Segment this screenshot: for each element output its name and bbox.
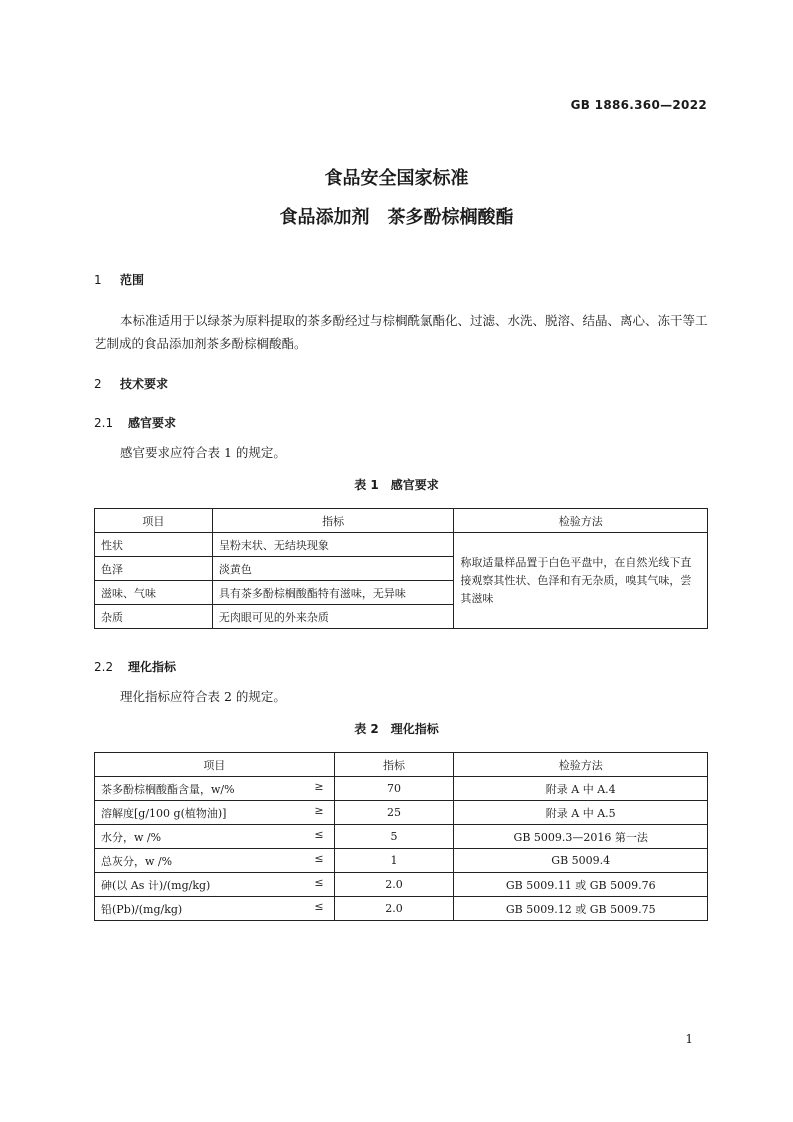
value-cell: 2.0	[334, 897, 454, 921]
sensory-paragraph: 感官要求应符合表 1 的规定。	[120, 445, 286, 460]
column-header: 项目	[95, 753, 335, 777]
table-row	[95, 533, 708, 557]
standard-number: GB 1886.360—2022	[570, 98, 707, 112]
item-label: 铅(Pb)/(mg/kg)	[101, 902, 183, 916]
table-row	[95, 825, 708, 849]
table-row	[95, 777, 708, 801]
table-2-caption: 表 2 理化指标	[354, 722, 439, 736]
method-cell: 附录 A 中 A.5	[454, 801, 708, 825]
table-row	[95, 849, 708, 873]
item-cell: 滋味、气味	[95, 581, 213, 605]
table-header-row	[95, 753, 708, 777]
item-cell	[95, 873, 335, 897]
spec-cell: 呈粉末状、无结块现象	[212, 533, 454, 557]
section-title: 理化指标	[128, 660, 177, 674]
table-row	[95, 801, 708, 825]
section-number: 2	[94, 377, 102, 391]
column-header: 检验方法	[454, 753, 708, 777]
item-cell: 杂质	[95, 605, 213, 629]
item-cell: 性状	[95, 533, 213, 557]
item-cell: 色泽	[95, 557, 213, 581]
item-label: 水分，w /%	[101, 830, 162, 844]
section-title: 感官要求	[128, 416, 177, 430]
item-cell	[95, 777, 335, 801]
column-header: 指标	[212, 509, 454, 533]
section-number: 2.1	[94, 416, 114, 430]
page-number: 1	[685, 1032, 693, 1046]
section-2-heading	[94, 375, 168, 392]
section-2-1-heading	[94, 414, 176, 431]
method-cell: GB 5009.4	[454, 849, 708, 873]
comparison-symbol: ≤	[314, 900, 324, 913]
section-2-2-heading	[94, 658, 176, 675]
document-subtitle: 食品添加剂 茶多酚棕榈酸酯	[279, 207, 514, 228]
item-label: 总灰分，w /%	[101, 854, 173, 868]
table-row	[95, 897, 708, 921]
section-number: 1	[94, 273, 102, 287]
item-cell	[95, 849, 335, 873]
method-cell: GB 5009.3—2016 第一法	[454, 825, 708, 849]
method-cell: GB 5009.11 或 GB 5009.76	[454, 873, 708, 897]
comparison-symbol: ≤	[314, 828, 324, 841]
scope-paragraph: 本标准适用于以绿茶为原料提取的茶多酚经过与棕榈酰氯酯化、过滤、水洗、脱溶、结晶、离心、冻干等工艺制成的食品添加剂茶多酚棕榈酸酯。	[94, 313, 708, 351]
column-header: 项目	[95, 509, 213, 533]
sensory-requirements-table	[94, 508, 708, 629]
item-cell	[95, 825, 335, 849]
document-title: 食品安全国家标准	[324, 168, 469, 189]
physicochemical-indicators-table	[94, 752, 708, 921]
physicochemical-paragraph: 理化指标应符合表 2 的规定。	[120, 689, 286, 704]
item-label: 溶解度[g/100 g(植物油)]	[101, 806, 227, 820]
item-cell	[95, 897, 335, 921]
comparison-symbol: ≤	[314, 876, 324, 889]
item-label: 茶多酚棕榈酸酯含量，w/%	[101, 782, 235, 796]
section-title: 技术要求	[120, 377, 169, 391]
value-cell: 70	[334, 777, 454, 801]
comparison-symbol: ≥	[314, 780, 324, 793]
method-cell: 附录 A 中 A.4	[454, 777, 708, 801]
method-cell: 称取适量样品置于白色平盘中，在自然光线下直接观察其性状、色泽和有无杂质，嗅其气味，尝其滋味	[454, 533, 708, 629]
value-cell: 5	[334, 825, 454, 849]
table-1-caption: 表 1 感官要求	[354, 478, 439, 492]
spec-cell: 具有茶多酚棕榈酸酯特有滋味，无异味	[212, 581, 454, 605]
column-header: 检验方法	[454, 509, 708, 533]
value-cell: 1	[334, 849, 454, 873]
value-cell: 25	[334, 801, 454, 825]
table-header-row	[95, 509, 708, 533]
section-number: 2.2	[94, 660, 114, 674]
item-cell	[95, 801, 335, 825]
column-header: 指标	[334, 753, 454, 777]
item-label: 砷(以 As 计)/(mg/kg)	[101, 878, 211, 892]
comparison-symbol: ≤	[314, 852, 324, 865]
spec-cell: 淡黄色	[212, 557, 454, 581]
value-cell: 2.0	[334, 873, 454, 897]
table-row	[95, 873, 708, 897]
spec-cell: 无肉眼可见的外来杂质	[212, 605, 454, 629]
section-1-heading	[94, 271, 144, 288]
comparison-symbol: ≥	[314, 804, 324, 817]
method-cell: GB 5009.12 或 GB 5009.75	[454, 897, 708, 921]
section-title: 范围	[120, 273, 145, 287]
